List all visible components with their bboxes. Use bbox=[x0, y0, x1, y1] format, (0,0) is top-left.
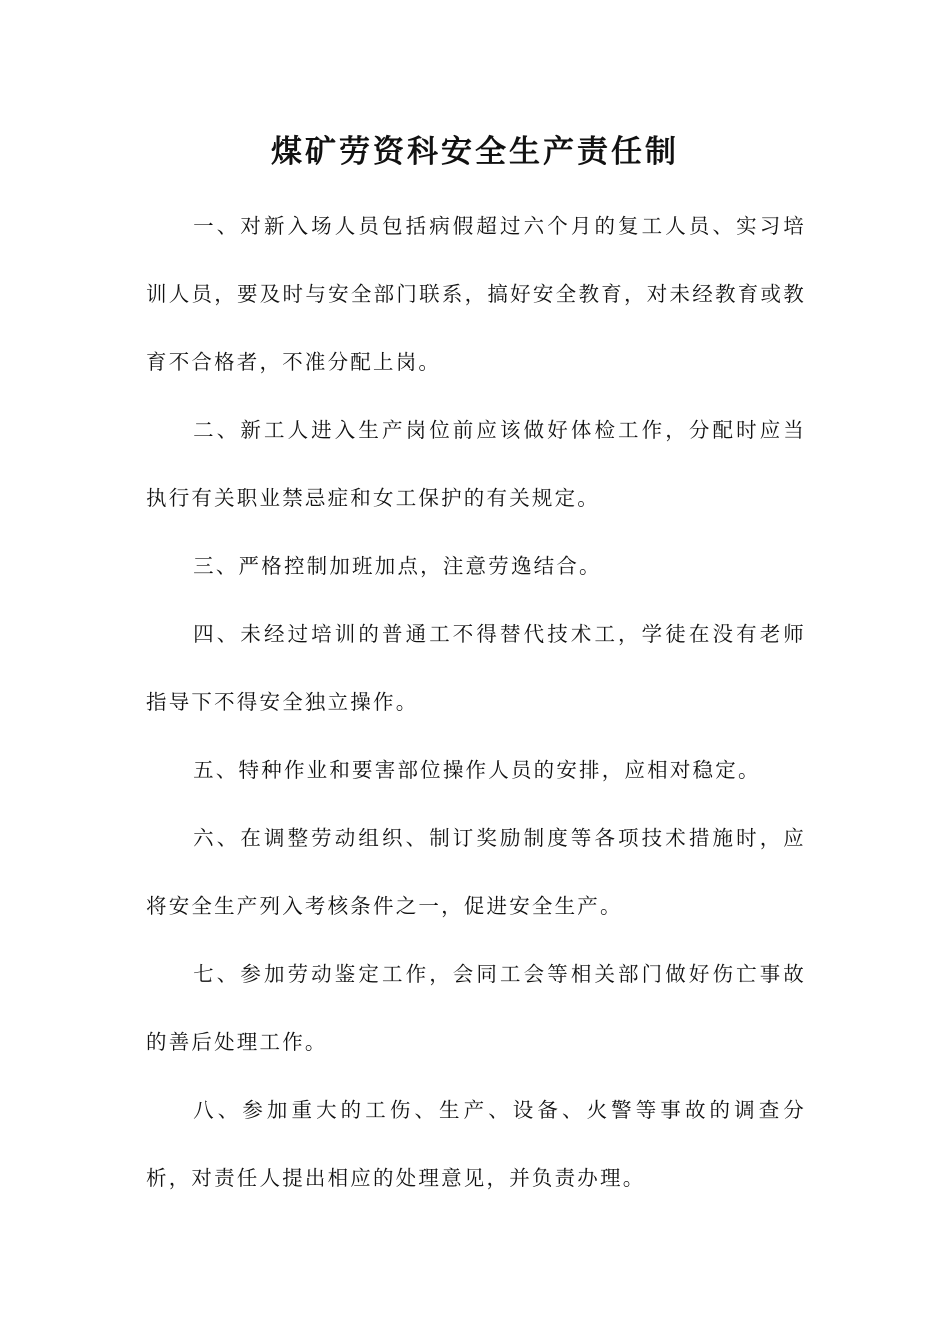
clause-6: 六、在调整劳动组织、制订奖励制度等各项技术措施时，应将安全生产列入考核条件之一，促进安全生产。 bbox=[146, 826, 806, 918]
clause-4: 四、未经过培训的普通工不得替代技术工，学徒在没有老师指导下不得安全独立操作。 bbox=[146, 622, 806, 714]
clause-8: 八、参加重大的工伤、生产、设备、火警等事故的调查分析，对责任人提出相应的处理意见，并负责办理。 bbox=[146, 1098, 806, 1190]
clause-1: 一、对新入场人员包括病假超过六个月的复工人员、实习培训人员，要及时与安全部门联系，搞好安全教育，对未经教育或教育不合格者，不准分配上岗。 bbox=[146, 214, 806, 374]
clause-3: 三、严格控制加班加点，注意劳逸结合。 bbox=[193, 554, 602, 578]
document-title: 煤矿劳资科安全生产责任制 bbox=[271, 134, 679, 170]
clause-7: 七、参加劳动鉴定工作，会同工会等相关部门做好伤亡事故的善后处理工作。 bbox=[146, 962, 806, 1054]
document-body bbox=[146, 192, 806, 1212]
clause-2: 二、新工人进入生产岗位前应该做好体检工作，分配时应当执行有关职业禁忌症和女工保护的有关规定。 bbox=[146, 418, 806, 510]
clause-5: 五、特种作业和要害部位操作人员的安排，应相对稳定。 bbox=[193, 758, 761, 782]
